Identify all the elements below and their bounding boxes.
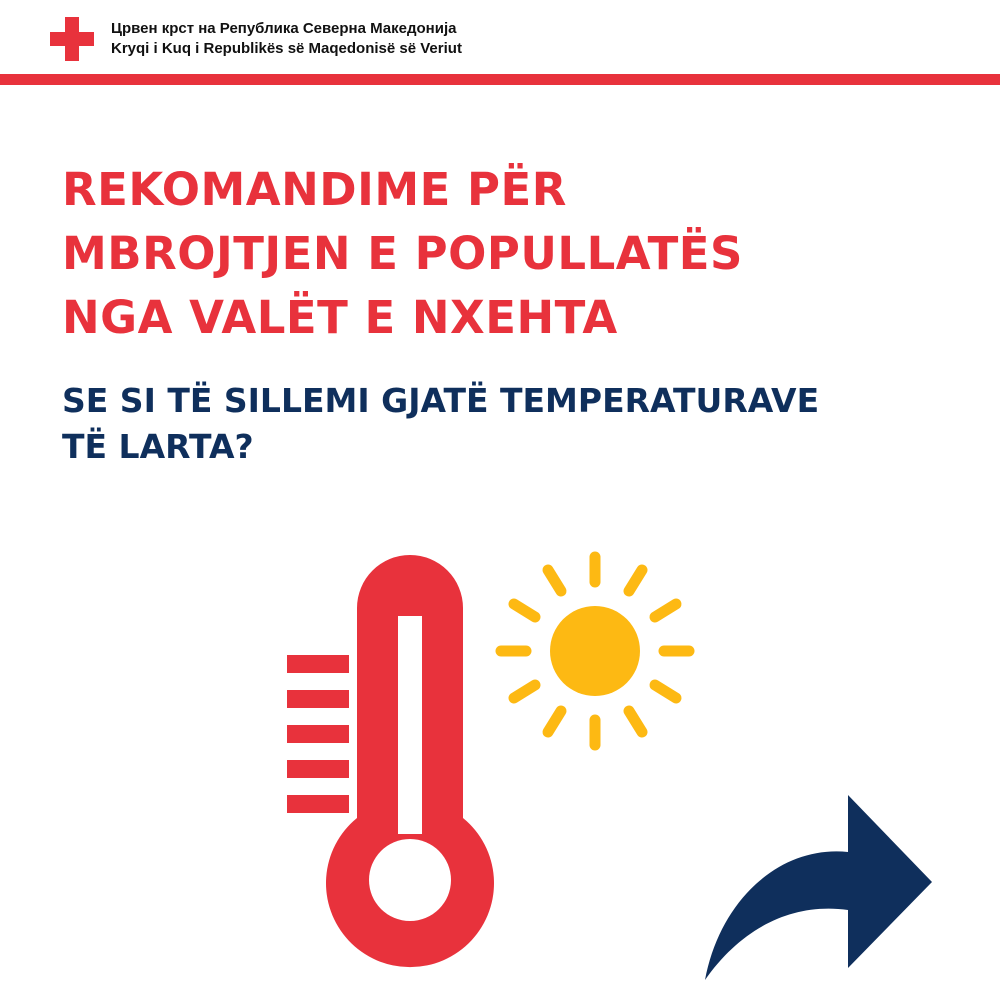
sun-icon [501, 557, 689, 745]
page-subtitle [62, 378, 819, 470]
page-title [62, 158, 743, 350]
header [0, 0, 1000, 74]
org-name-albanian: Kryqi i Kuq i Republikës së Maqedonisë së Veriut [111, 40, 462, 57]
thermometer-icon [287, 555, 494, 967]
org-name-macedonian: Црвен крст на Република Северна Македонија [111, 20, 457, 37]
heat-level-lines [287, 655, 349, 813]
title-line: NGA VALËT E NXEHTA [62, 291, 618, 344]
subtitle-line: TË LARTA? [62, 427, 254, 466]
title-line: REKOMANDIME PËR [62, 163, 567, 216]
next-arrow-icon[interactable] [700, 790, 940, 990]
red-cross-logo-icon [48, 15, 96, 63]
title-line: MBROJTJEN E POPULLATËS [62, 227, 743, 280]
header-divider [0, 74, 1000, 85]
subtitle-line: SE SI TË SILLEMI GJATË TEMPERATURAVE [62, 381, 820, 420]
organization-names [111, 19, 462, 59]
